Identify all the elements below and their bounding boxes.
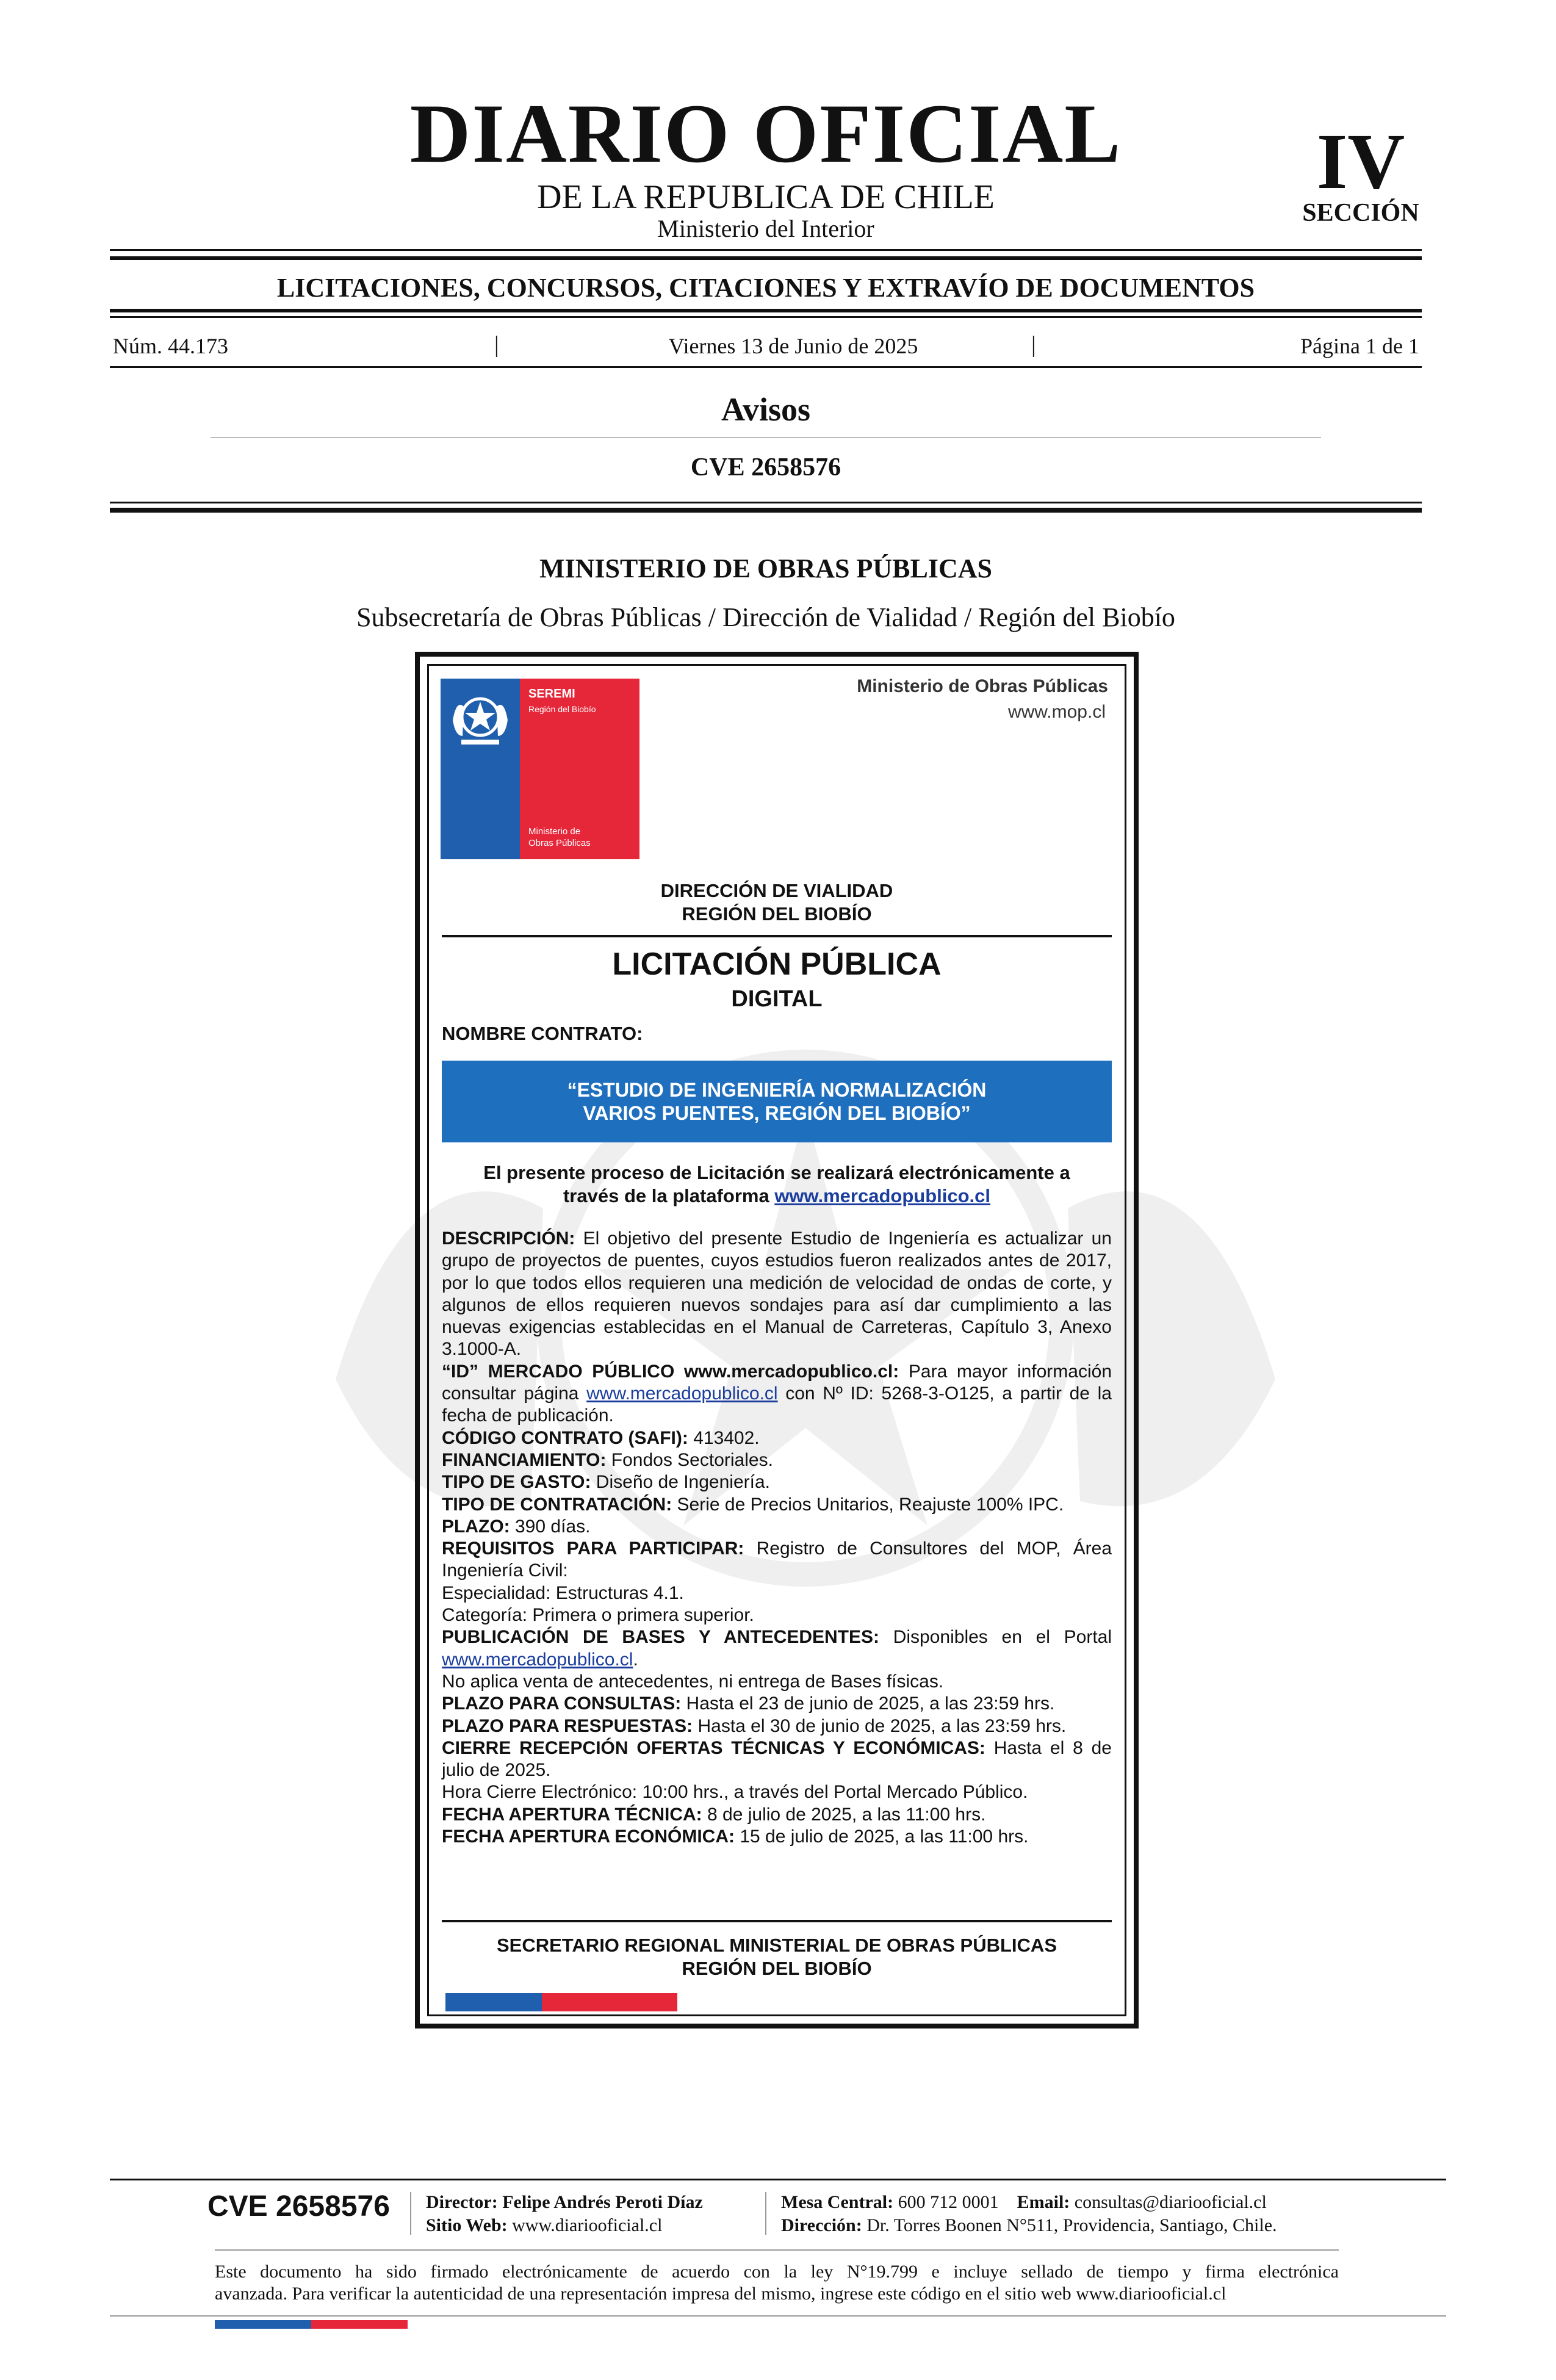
field-label: DESCRIPCIÓN: bbox=[442, 1228, 575, 1249]
masthead-ministry: Ministerio del Interior bbox=[657, 215, 874, 242]
term-paragraph bbox=[442, 1516, 1112, 1538]
email-value[interactable]: consultas@diariooficial.cl bbox=[1070, 2192, 1267, 2212]
signature-note-line2: avanzada. Para verificar la autenticidad de una representación impresa del mismo, ingrese este código en el sitio web www.diariooficial.cl bbox=[215, 2284, 1226, 2304]
field-value: Fondos Sectoriales. bbox=[606, 1449, 773, 1470]
field-label: PLAZO PARA CONSULTAS: bbox=[442, 1693, 682, 1714]
logo-ministry-line1: Ministerio de bbox=[528, 826, 581, 837]
tender-subtitle: DIGITAL bbox=[731, 986, 823, 1012]
issue-separator: | bbox=[1031, 332, 1036, 358]
field-label: TIPO DE GASTO: bbox=[442, 1472, 591, 1493]
signatory-line2: REGIÓN DEL BIOBÍO bbox=[682, 1958, 872, 1979]
notice-type: Avisos bbox=[721, 391, 811, 428]
footer-website bbox=[426, 2215, 662, 2236]
divider bbox=[110, 256, 1422, 260]
field-value: . bbox=[633, 1649, 638, 1670]
email-label: Email: bbox=[1017, 2192, 1070, 2212]
field-label: FECHA APERTURA ECONÓMICA: bbox=[442, 1826, 735, 1847]
divider bbox=[110, 2315, 1446, 2317]
expense-paragraph bbox=[442, 1471, 1112, 1493]
contract-name-line1: “ESTUDIO DE INGENIERÍA NORMALIZACIÓN bbox=[567, 1079, 987, 1101]
divider bbox=[110, 502, 1422, 503]
mop-name: Ministerio de Obras Públicas bbox=[857, 676, 1108, 696]
category-title: LICITACIONES, CONCURSOS, CITACIONES Y EXTRAVÍO DE DOCUMENTOS bbox=[276, 273, 1255, 303]
field-value: Diseño de Ingeniería. bbox=[591, 1472, 770, 1493]
issue-number: Núm. 44.173 bbox=[113, 334, 228, 358]
mercadopublico-link[interactable]: www.mercadopublico.cl bbox=[774, 1185, 991, 1206]
footer-flag-bar-blue bbox=[215, 2320, 311, 2329]
footer-contact bbox=[781, 2192, 1267, 2213]
contract-name-line2: VARIOS PUENTES, REGIÓN DEL BIOBÍO” bbox=[583, 1102, 971, 1124]
closing-time-line: Hora Cierre Electrónico: 10:00 hrs., a través del Portal Mercado Público. bbox=[442, 1782, 1028, 1803]
field-value: 8 de julio de 2025, a las 11:00 hrs. bbox=[702, 1804, 986, 1825]
code-paragraph bbox=[442, 1427, 1112, 1449]
field-label: FINANCIAMIENTO: bbox=[442, 1449, 607, 1470]
field-label: PUBLICACIÓN DE BASES Y ANTECEDENTES: bbox=[442, 1627, 880, 1648]
divider bbox=[110, 508, 1422, 513]
field-label: CÓDIGO CONTRATO (SAFI): bbox=[442, 1427, 688, 1448]
issue-page: Página 1 de 1 bbox=[1300, 334, 1419, 358]
field-label: “ID” MERCADO PÚBLICO www.mercadopublico.cl: bbox=[442, 1361, 899, 1382]
divider bbox=[110, 316, 1422, 318]
address-label: Dirección: bbox=[781, 2215, 862, 2235]
logo-ministry-line2: Obras Públicas bbox=[528, 837, 591, 848]
director-label: Director: bbox=[426, 2192, 498, 2212]
requirements-paragraph bbox=[442, 1538, 1112, 1582]
crest-icon bbox=[448, 683, 513, 751]
flag-bar-red bbox=[542, 1993, 677, 2011]
footer-address bbox=[781, 2215, 1277, 2236]
field-value: El objetivo del presente Estudio de Ingeniería es actualizar un grupo de proyectos de puentes, cuyos estudios fueron realizados antes de 2017, por lo que todos ellos requieren una medición de velocidad de ondas de corte, y algunos de ellos requieren nuevos sondajes para así dar cumplimiento a las nuevas exigencias establecidas en el Manual de Carreteras, Capítulo 3, Anexo 3.1000-A. bbox=[442, 1228, 1112, 1360]
direction-line2: REGIÓN DEL BIOBÍO bbox=[682, 903, 872, 925]
mercadopublico-link[interactable]: www.mercadopublico.cl bbox=[442, 1649, 633, 1670]
masthead-title: DIARIO OFICIAL bbox=[409, 87, 1122, 180]
description-paragraph bbox=[442, 1228, 1112, 1361]
divider bbox=[410, 2192, 411, 2235]
divider bbox=[765, 2192, 766, 2235]
closing-paragraph bbox=[442, 1737, 1112, 1782]
divider bbox=[110, 366, 1422, 368]
notice-body bbox=[442, 1228, 1112, 1848]
footer-director bbox=[426, 2192, 703, 2213]
field-label: FECHA APERTURA TÉCNICA: bbox=[442, 1804, 702, 1825]
no-sale-line: No aplica venta de antecedentes, ni entrega de Bases físicas. bbox=[442, 1671, 944, 1692]
divider bbox=[442, 1920, 1112, 1922]
direction-line1: DIRECCIÓN DE VIALIDAD bbox=[660, 880, 893, 901]
field-value: 413402. bbox=[688, 1427, 760, 1448]
address-value: Dr. Torres Boonen N°511, Providencia, Santiago, Chile. bbox=[862, 2215, 1277, 2235]
category-line: Categoría: Primera o primera superior. bbox=[442, 1605, 754, 1626]
website-value[interactable]: www.diariooficial.cl bbox=[507, 2215, 663, 2235]
divider bbox=[110, 249, 1422, 251]
specialty-line: Especialidad: Estructuras 4.1. bbox=[442, 1582, 684, 1603]
footer-flag-bar-red bbox=[311, 2320, 408, 2329]
ministry-title: MINISTERIO DE OBRAS PÚBLICAS bbox=[539, 554, 993, 583]
field-value: Serie de Precios Unitarios, Reajuste 100% IPC. bbox=[672, 1494, 1064, 1515]
signature-note-line1: Este documento ha sido firmado electrónicamente de acuerdo con la ley N°19.799 e incluye sellado de tiempo y firma electrónica bbox=[215, 2262, 1339, 2282]
contract-label: NOMBRE CONTRATO: bbox=[442, 1023, 643, 1044]
divider bbox=[211, 437, 1321, 438]
queries-paragraph bbox=[442, 1693, 1112, 1715]
divider bbox=[110, 309, 1422, 312]
field-value: 15 de julio de 2025, a las 11:00 hrs. bbox=[735, 1826, 1029, 1847]
economic-opening-paragraph bbox=[442, 1826, 1112, 1848]
process-line2 bbox=[442, 1185, 1112, 1207]
process-line1: El presente proceso de Licitación se realizará electrónicamente a bbox=[483, 1162, 1070, 1183]
field-value: Hasta el 30 de junio de 2025, a las 23:59 hrs. bbox=[693, 1715, 1067, 1736]
divider bbox=[442, 935, 1112, 937]
field-value: Para mayor información consultar página bbox=[442, 1361, 1112, 1404]
phone-value: 600 712 0001 bbox=[893, 2192, 999, 2212]
masthead-subtitle: DE LA REPUBLICA DE CHILE bbox=[537, 178, 995, 216]
contract-type-paragraph bbox=[442, 1494, 1112, 1516]
section-label: SECCIÓN bbox=[1302, 199, 1419, 227]
field-value: Registro de Consultores del MOP, Área Ingeniería Civil: bbox=[442, 1538, 1112, 1581]
process-line2-text: través de la plataforma bbox=[563, 1185, 775, 1206]
mercadopublico-link[interactable]: www.mercadopublico.cl bbox=[586, 1383, 778, 1404]
mop-website: www.mop.cl bbox=[1007, 702, 1106, 722]
footer-cve-code: CVE 2658576 bbox=[207, 2190, 390, 2223]
section-number: IV bbox=[1316, 118, 1405, 206]
divider bbox=[110, 2179, 1446, 2180]
field-value: con Nº ID: 5268-3-O125, a partir de la fecha de publicación. bbox=[442, 1383, 1112, 1426]
logo-ministry bbox=[528, 826, 591, 849]
director-name: Felipe Andrés Peroti Díaz bbox=[497, 2192, 703, 2212]
field-value: Disponibles en el Portal bbox=[879, 1627, 1112, 1648]
field-label: TIPO DE CONTRATACIÓN: bbox=[442, 1494, 672, 1515]
cve-code: CVE 2658576 bbox=[690, 453, 841, 481]
field-label: PLAZO PARA RESPUESTAS: bbox=[442, 1715, 693, 1736]
answers-paragraph bbox=[442, 1715, 1112, 1737]
tender-title: LICITACIÓN PÚBLICA bbox=[612, 947, 942, 982]
technical-opening-paragraph bbox=[442, 1804, 1112, 1826]
field-label: REQUISITOS PARA PARTICIPAR: bbox=[442, 1538, 744, 1559]
seremi-label: SEREMI bbox=[528, 687, 575, 701]
field-value: Hasta el 23 de junio de 2025, a las 23:59 hrs. bbox=[681, 1693, 1055, 1714]
field-value: 390 días. bbox=[510, 1516, 591, 1537]
seremi-logo bbox=[441, 679, 639, 859]
field-value: Hasta el 8 de julio de 2025. bbox=[442, 1737, 1112, 1781]
divider bbox=[215, 2249, 1339, 2251]
website-label: Sitio Web: bbox=[426, 2215, 508, 2235]
contract-banner bbox=[442, 1061, 1112, 1142]
issue-separator: | bbox=[494, 332, 499, 358]
seremi-region: Región del Biobío bbox=[528, 704, 596, 714]
publication-paragraph bbox=[442, 1626, 1112, 1671]
funding-paragraph bbox=[442, 1449, 1112, 1471]
field-label: PLAZO: bbox=[442, 1516, 510, 1537]
phone-label: Mesa Central: bbox=[781, 2192, 894, 2212]
id-paragraph bbox=[442, 1361, 1112, 1427]
flag-bar-blue bbox=[445, 1993, 542, 2011]
field-label: CIERRE RECEPCIÓN OFERTAS TÉCNICAS Y ECONÓMICAS: bbox=[442, 1737, 985, 1758]
signatory-line1: SECRETARIO REGIONAL MINISTERIAL DE OBRAS PÚBLICAS bbox=[496, 1935, 1057, 1956]
ministry-subtitle: Subsecretaría de Obras Públicas / Dirección de Vialidad / Región del Biobío bbox=[356, 602, 1175, 632]
issue-date: Viernes 13 de Junio de 2025 bbox=[668, 334, 918, 358]
